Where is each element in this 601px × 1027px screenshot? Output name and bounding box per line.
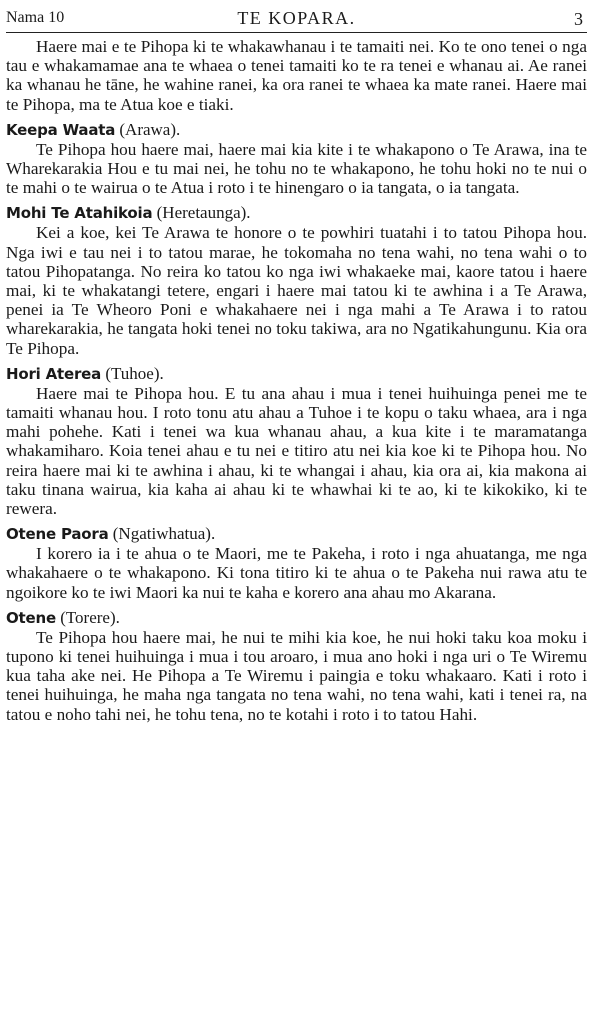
article-body [6, 37, 587, 724]
speech-paragraph: Haere mai te Pihopa hou. E tu ana ahau i mua i tenei huihuinga penei me te tamaiti whanau hou. I roto tonu atu ahau a Tuhoe i te kopu o taku whaea, ara i nga mahi pohehe. Kati i tenei wa kua whanau ahau, a kua kite i te maramatanga whakamiharo. Koia tenei ahau e tu nei e titiro atu nei kia koe ki te Pihopa hou. No reira haere mai ki te awhina i ahau, ki te whangai i ahau, kia ora ai, kia makona ai taku tinana wairua, kia kaha ai ahau ki te whawhai ki te ao, ki te kikokiko, ki te rewera. [6, 383, 587, 519]
speech-section [6, 203, 587, 357]
speech-section [6, 524, 587, 602]
speech-paragraph: I korero ia i te ahua o te Maori, me te Pakeha, i roto i nga ahuatanga, me nga whakahaere o te whakapono. Ki tona titiro ki te ahua o te Pakeha nui rawa atu te ngoikore ko te iwi Maori ka nui te kaha e korero ana ahau mo Akarana. [6, 544, 587, 602]
speech-paragraph: Te Pihopa hou haere mai, he nui te mihi kia koe, he nui hoki taku koa moku i tupono ki tenei huihuinga i mua i tou aroaro, i mua ano hoki i nga uri o Te Wiremu kua taha ake nei. He Pihopa a Te Wiremu i paingia e toku whakaaro. Kati i roto i tenei huihuinga, he maha nga tangata no tena wahi, no tena wahi, kati i tenei ra, na tatou e noho tahi nei, he tohu tena, no te kotahi i roto i to tatou Hahi. [6, 627, 587, 724]
publication-title: TE KOPARA. [237, 8, 356, 28]
speaker-tribe: (Tuhoe). [105, 363, 164, 383]
speaker-name: Keepa Waata [6, 120, 116, 139]
speaker-tribe: (Torere). [60, 607, 120, 627]
speaker-name: Otene Paora [6, 525, 109, 544]
page-number: 3 [574, 9, 583, 29]
speech-paragraph: Te Pihopa hou haere mai, haere mai kia kite i te whakapono o Te Arawa, ina te Wharekarakia Hou e tu mai nei, he tohu no te whakapono, he tohu hoki no te nui o te mahi o te wairua o te Atua i roto i te hinengaro o ia tangata, o ia tangata. [6, 139, 587, 198]
speaker-tribe: (Heretaunga). [156, 203, 251, 223]
intro-paragraph: Haere mai e te Pihopa ki te whakawhanau i te tamaiti nei. Ko te ono tenei o nga tau e whakamamae ana te whaea o tenei tamaiti ko te ra tenei e whanau ai. Ae ranei ka whanau he tāne, he wahine ranei, ka ora ranei te whaea ka mate ranei. Haere mai te Pihopa, ma te Atua koe e tiaki. [6, 37, 587, 114]
speaker-tribe: (Ngatiwhatua). [112, 524, 216, 544]
speaker-name: Hori Aterea [6, 364, 102, 383]
speech-section [6, 120, 587, 198]
speaker-name: Mohi Te Atahikoia [6, 204, 153, 223]
speech-section [6, 364, 587, 518]
speaker-line [6, 364, 587, 384]
speaker-name: Otene [6, 608, 56, 627]
speaker-line [6, 120, 587, 140]
speaker-line [6, 203, 587, 223]
issue-number: Nama 10 [6, 9, 65, 26]
speaker-line [6, 608, 587, 628]
running-header [6, 4, 587, 33]
speech-section [6, 608, 587, 724]
speaker-tribe: (Arawa). [119, 119, 181, 139]
speaker-line [6, 524, 587, 544]
speech-paragraph: Kei a koe, kei Te Arawa te honore o te powhiri tuatahi i to tatou Pihopa hou. Nga iwi e tau nei i to tatou marae, he tokomaha no tena wahi, no tena wahi o to tatou Pihopatanga. No reira ko tatou ko nga iwi whakaeke mai, kaore tatou i haere mai, ki te whakatangi tetere, engari i haere mai tatou ki te awhina i a Te Arawa, penei ia Te Wheoro Poni e whakahaere nei i nga mahi a Te Arawa i to ratou wharekarakia, he tangata hoki tenei no toku takiwa, ara no Ngatikahungunu. Kia ora Te Pihopa. [6, 223, 587, 358]
